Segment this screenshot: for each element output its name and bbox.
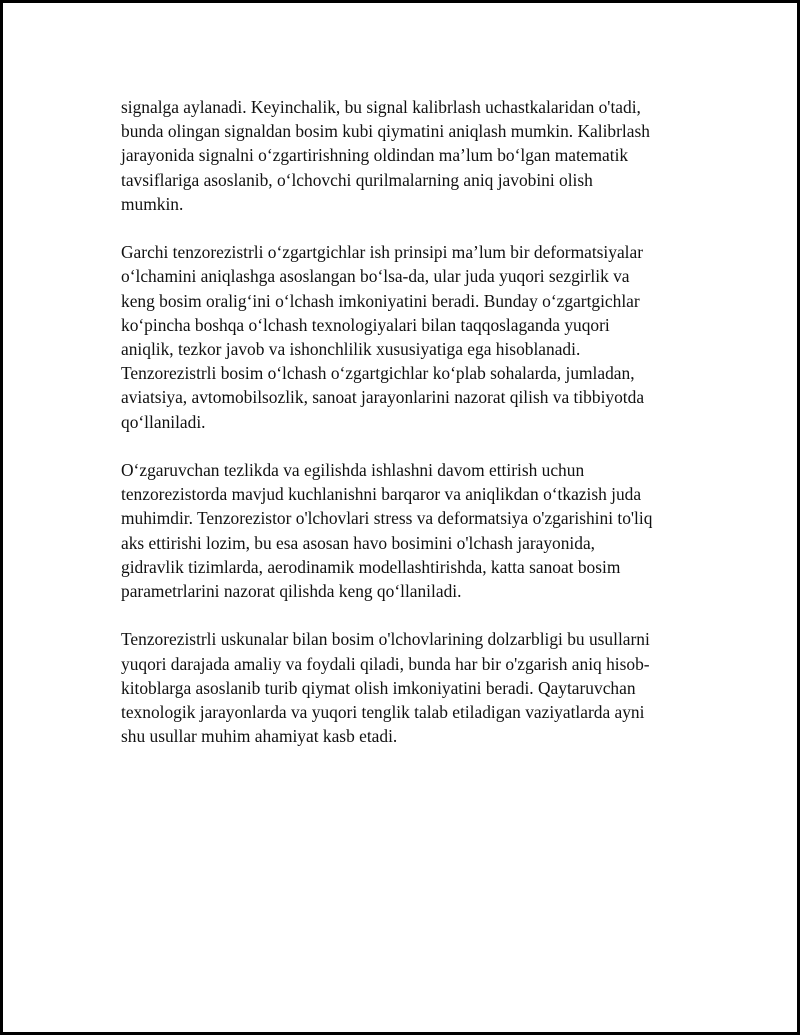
text-line: mumkin. <box>121 193 184 214</box>
text-line: muhimdir. Tenzorezistor o'lchovlari stress va deformatsiya o'zgarishini to'liq <box>121 508 653 529</box>
text-line: kitoblarga asoslanib turib qiymat olish imkoniyatini beradi. Qaytaruvchan <box>121 677 636 698</box>
text-line: bunda olingan signaldan bosim kubi qiymatini aniqlash mumkin. Kalibrlash <box>121 121 650 142</box>
text-line: gidravlik tizimlarda, aerodinamik modellashtirishda, katta sanoat bosim <box>121 556 621 577</box>
paragraph-2 <box>121 240 701 434</box>
text-line: o‘lchamini aniqlashga asoslangan bo‘lsa-da, ular juda yuqori sezgirlik va <box>121 266 630 287</box>
text-line: Garchi tenzorezistrli o‘zgartgichlar ish prinsipi ma’lum bir deformatsiyalar <box>121 242 644 263</box>
text-line: texnologik jarayonlarda va yuqori tenglik talab etiladigan vaziyatlarda ayni <box>121 702 645 723</box>
text-line: ko‘pincha boshqa o‘lchash texnologiyalari bilan taqqoslaganda yuqori <box>121 314 610 335</box>
text-line: aks ettirishi lozim, bu esa asosan havo bosimini o'lchash jarayonida, <box>121 532 596 553</box>
text-line: shu usullar muhim ahamiyat kasb etadi. <box>121 726 398 747</box>
text-line: tavsiflariga asoslanib, o‘lchovchi qurilmalarning aniq javobini olish <box>121 169 593 190</box>
text-line: parametrlarini nazorat qilishda keng qo‘llaniladi. <box>121 581 462 602</box>
text-line: aviatsiya, avtomobilsozlik, sanoat jarayonlarini nazorat qilish va tibbiyotda <box>121 387 645 408</box>
paragraph-4 <box>121 627 701 748</box>
text-line: tenzorezistorda mavjud kuchlanishni barqaror va aniqlikdan o‘tkazish juda <box>121 484 642 505</box>
paragraph-1 <box>121 95 701 216</box>
text-line: jarayonida signalni o‘zgartirishning oldindan ma’lum bo‘lgan matematik <box>121 145 629 166</box>
text-line: qo‘llaniladi. <box>121 411 206 432</box>
text-line: signalga aylanadi. Keyinchalik, bu signal kalibrlash uchastkalaridan o'tadi, <box>121 97 641 117</box>
text-line: aniqlik, tezkor javob va ishonchlilik xususiyatiga ega hisoblanadi. <box>121 339 581 360</box>
document-body <box>121 95 701 773</box>
text-line: O‘zgaruvchan tezlikda va egilishda ishlashni davom ettirish uchun <box>121 460 585 481</box>
text-line: keng bosim oralig‘ini o‘lchash imkoniyatini beradi. Bunday o‘zgartgichlar <box>121 290 640 311</box>
paragraph-3 <box>121 458 701 603</box>
text-line: Tenzorezistrli bosim o‘lchash o‘zgartgichlar ko‘plab sohalarda, jumladan, <box>121 363 635 384</box>
text-line: yuqori darajada amaliy va foydali qiladi, bunda har bir o'zgarish aniq hisob- <box>121 653 650 674</box>
text-line: Tenzorezistrli uskunalar bilan bosim o'lchovlarining dolzarbligi bu usullarni <box>121 629 650 650</box>
